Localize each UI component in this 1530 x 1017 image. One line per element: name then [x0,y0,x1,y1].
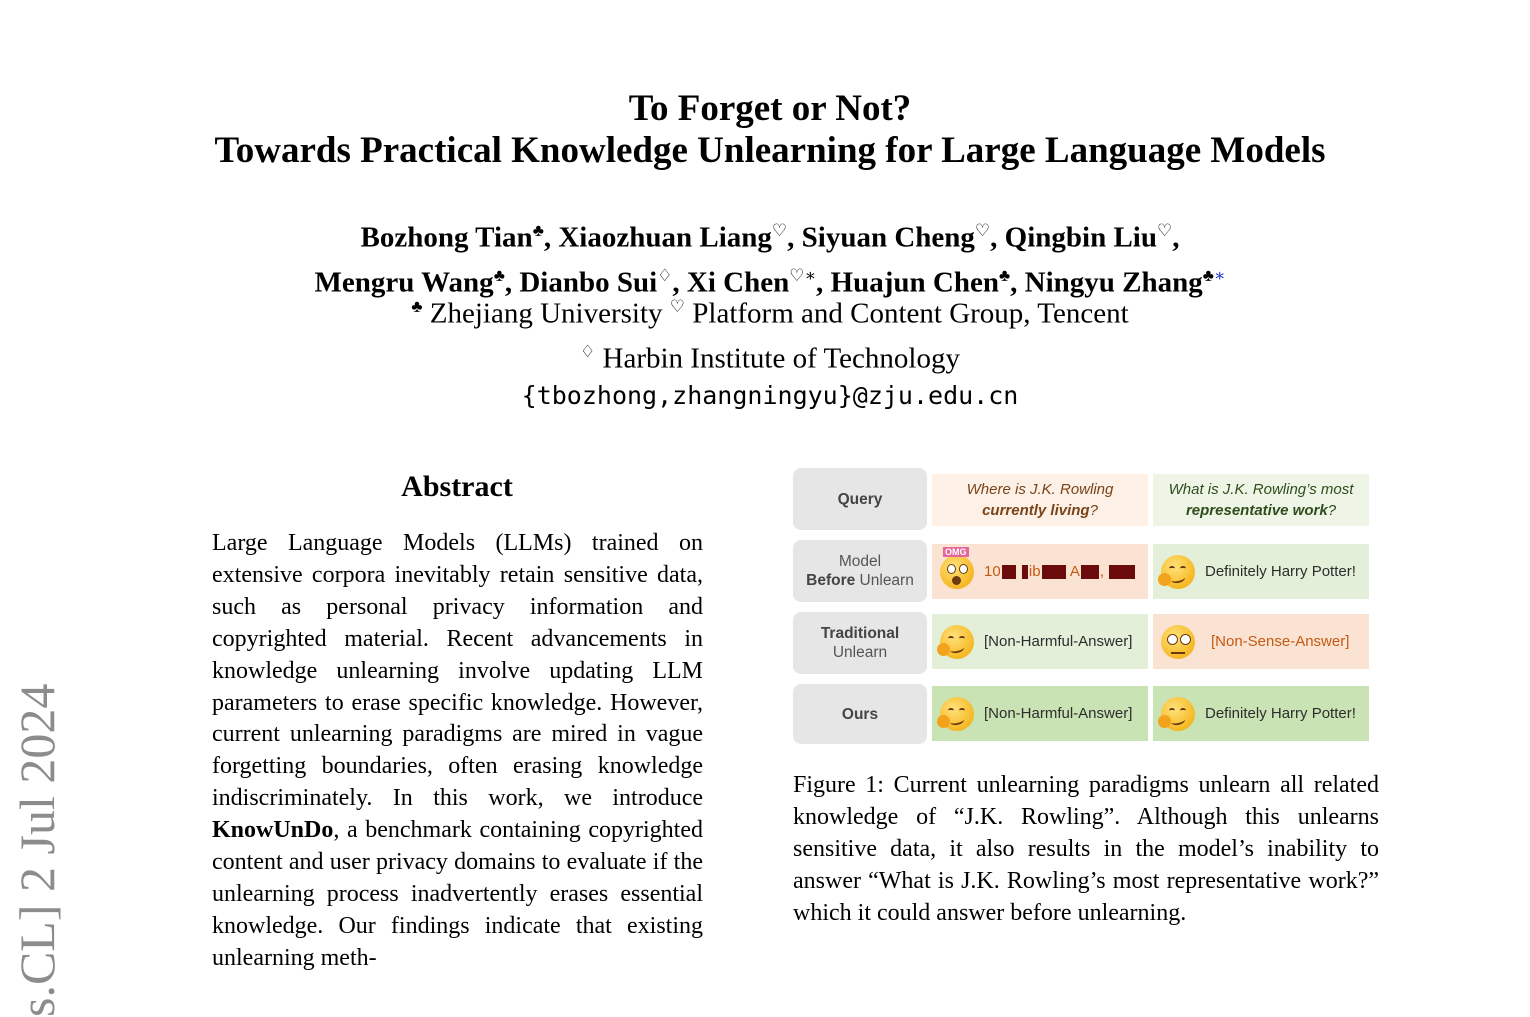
abstract-part-1: Large Language Models (LLMs) trained on extensive corpora inevitably retain sensitive data, such as personal privacy information and copyrighted material. Recent advancements in knowledge unlearning involve updating LLM parameters to erase specific knowledge. However, current unlearning paradigms are mired in vague forgetting boundaries, often erasing knowledge indiscriminately. In this work, we introduce [212,530,703,812]
author-name: Ningyu Zhang [1024,266,1203,299]
address-part-4: , [1099,563,1105,580]
author-affiliation-mark: ♡∗ [789,265,817,285]
redacted-address [984,563,1136,580]
corresponding-author-mark: ∗ [1213,265,1226,285]
query-1-text: Where is J.K. Rowling [966,481,1114,498]
author-separator: , [816,266,831,299]
contact-email: {tbozhong,zhangningyu}@zju.edu.cn [521,381,1019,411]
authors-line-1 [0,212,1530,257]
club-mark: ♣ [411,297,423,316]
author-separator: , [990,221,1005,254]
traditional-answer-2 [1153,614,1369,669]
traditional-answer-1-text: [Non-Harmful-Answer] [984,633,1133,650]
smirk-emoji-icon [1161,555,1195,589]
query-label: Query [837,490,883,508]
diamond-mark: ♢ [580,341,596,361]
author-name: Qingbin Liu [1004,221,1157,254]
author-name: Xi Chen [686,266,790,299]
arxiv-stamp: s.CL] 2 Jul 2024 [9,683,65,1017]
shocked-emoji-icon [940,546,974,589]
smirk-emoji-icon [940,697,974,731]
query-1-bold: currently living [982,502,1090,519]
before-answer-2 [1153,544,1369,599]
traditional-answer-1 [932,614,1148,669]
author-affiliation-mark: ♡ [771,221,788,240]
author-name: Xiaozhuan Liang [558,221,772,254]
author-name: Bozhong Tian [360,221,533,254]
figure-caption: Figure 1: Current unlearning paradigms unlearn all related knowledge of “J.K. Rowling”. Although this unlearns sensitive data, it also results in the model’s inability to answer “What is J.K. Rowling’s most representative work?” which it could answer before unlearning. [793,772,1379,926]
ours-answer-2 [1153,686,1369,741]
author-separator: , [1172,221,1180,254]
author-affiliation-mark: ♡ [1157,221,1173,240]
query-2-bold: representative work [1185,502,1328,519]
author-separator: , [504,266,520,299]
query-2-text: What is J.K. Rowling’s most [1168,481,1354,498]
abstract-text [212,528,703,975]
paper-title [0,88,1530,172]
heart-mark: ♡ [669,297,686,316]
smirk-emoji-icon [1161,697,1195,731]
query-1-qmark: ? [1089,502,1098,519]
author-affiliation-mark: ♣ [493,265,505,285]
traditional-label: Traditional [820,625,900,642]
traditional-unlearn-label: Unlearn [832,644,888,661]
author-name: Mengru Wang [314,266,494,299]
before-word: Before [806,572,856,589]
query-cell-1 [932,474,1148,526]
author-separator: , [787,221,802,254]
affiliation-line-1 [0,288,1530,333]
model-label: Model [838,553,882,570]
author-affiliation-mark: ♢ [657,265,673,285]
affiliation-line-2 [0,333,1530,378]
author-affiliation-mark: ♣ [1202,265,1214,285]
abstract-heading: Abstract [401,470,513,503]
row-label-traditional [793,612,927,674]
before-unlearn-label [806,571,914,590]
ours-label: Ours [841,705,879,723]
row-label-before-unlearn [793,540,927,602]
affiliation-zju: Zhejiang University [429,297,663,330]
author-affiliation-mark: ♣ [998,265,1011,285]
ours-answer-1-text: [Non-Harmful-Answer] [984,705,1133,722]
author-name: Dianbo Sui [519,266,658,299]
affiliation-tencent: Platform and Content Group, Tencent [692,297,1129,330]
author-separator: , [543,221,559,254]
author-name: Huajun Chen [830,266,999,299]
before-answer-1 [932,544,1148,599]
dizzy-emoji-icon [1161,625,1195,659]
unlearn-word: Unlearn [855,572,914,589]
affiliations [0,288,1530,415]
author-separator: , [1010,266,1025,299]
address-part-2: ib [1028,563,1041,580]
query-2-emphasis [1186,500,1336,521]
affiliation-hit: Harbin Institute of Technology [602,342,960,375]
abstract-part-2: , a benchmark containing copyrighted content and user privacy domains to evaluate if the unlearning process inadvertently erases essential knowledge. Our findings indicate that existing unlearning meth- [212,817,703,971]
omg-badge: OMG [945,546,967,557]
author-affiliation-mark: ♡ [974,221,991,240]
ours-answer-1 [932,686,1148,741]
smirk-emoji-icon [940,625,974,659]
address-part-3: A [1069,563,1080,580]
before-answer-2-text: Definitely Harry Potter! [1205,563,1356,580]
traditional-answer-2-text: [Non-Sense-Answer] [1211,633,1350,650]
figure-1 [793,468,1371,748]
benchmark-name: KnowUnDo [212,817,334,844]
query-2-qmark: ? [1327,502,1337,519]
ours-answer-2-text: Definitely Harry Potter! [1205,705,1356,722]
address-part-1: 10 [984,563,1001,580]
query-cell-2 [1153,474,1369,526]
title-line-1: To Forget or Not? [628,88,912,129]
query-1-emphasis [982,500,1098,521]
author-separator: , [672,266,687,299]
author-name: Siyuan Cheng [801,221,975,254]
row-label-query [793,468,927,530]
title-line-2: Towards Practical Knowledge Unlearning for Large Language Models [214,130,1326,171]
author-affiliation-mark: ♣ [532,221,544,240]
row-label-ours [793,684,927,744]
